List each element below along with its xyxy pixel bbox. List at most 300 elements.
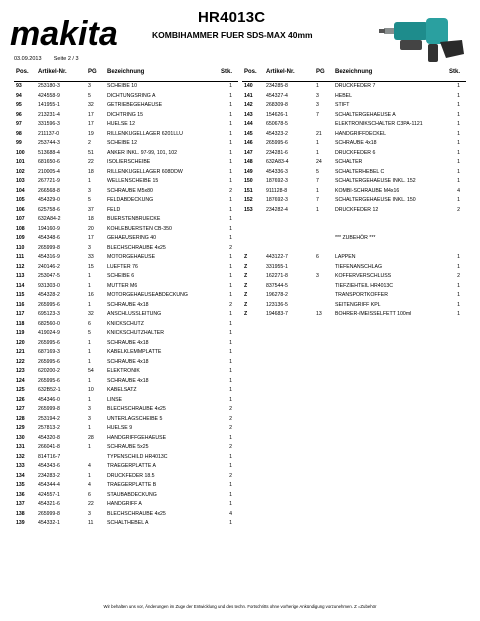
table-row	[14, 386, 238, 396]
cell-description: TIEFZIEHTEIL HR4013C	[335, 282, 394, 289]
cell-article-number: 454336-3	[266, 168, 288, 175]
cell-pos: 123	[16, 368, 25, 374]
cell-description: TRANSPORTKOFFER	[335, 292, 388, 298]
table-row	[14, 111, 238, 121]
cell-pos: Z	[244, 292, 248, 298]
table-row	[242, 253, 466, 263]
table-row	[14, 101, 238, 111]
cell-quantity: 1	[457, 311, 460, 317]
header-bez: Bezeichnung	[107, 69, 145, 75]
parts-column-left	[14, 69, 238, 529]
cell-description: SCHEIBE 6	[107, 273, 135, 279]
cell-pos: 107	[16, 216, 25, 222]
cell-quantity: 2	[229, 187, 232, 194]
cell-description: DRUCKFEDER 18.5	[107, 472, 155, 479]
cell-pos: 127	[16, 406, 25, 412]
cell-pos: 153	[244, 206, 253, 213]
cell-pos: Z	[244, 273, 248, 279]
cell-pos: Z	[244, 301, 248, 308]
cell-quantity: 1	[229, 339, 232, 346]
table-row	[242, 310, 466, 320]
cell-description: ANKER INKL. 97-99, 101, 102	[107, 149, 178, 156]
cell-pg: 4	[88, 463, 91, 469]
cell-article-number: 253744-3	[38, 140, 60, 146]
cell-quantity: 1	[229, 121, 232, 127]
cell-pos: 129	[16, 425, 25, 431]
cell-pos: Z	[244, 282, 248, 289]
cell-quantity: 1	[229, 501, 232, 507]
cell-pg: 3	[316, 92, 319, 99]
cell-article-number: 234281-6	[266, 149, 288, 156]
table-row	[242, 272, 466, 282]
cell-quantity: 1	[457, 301, 460, 308]
hammer-drill-icon	[378, 6, 468, 68]
cell-quantity: 1	[229, 377, 232, 384]
table-row	[14, 434, 238, 444]
cell-pos: 99	[16, 140, 22, 146]
table-row	[242, 82, 466, 92]
cell-pg: 1	[88, 301, 91, 308]
cell-description: MUTTER M6	[107, 282, 138, 289]
table-row	[242, 158, 466, 168]
cell-pos: 139	[16, 520, 25, 526]
cell-pos: 101	[16, 159, 25, 165]
column-header	[14, 69, 238, 81]
table-row	[242, 187, 466, 197]
table-row	[14, 405, 238, 415]
table-row	[242, 301, 466, 311]
print-date: 03.09.2013	[14, 56, 42, 62]
header-pg: PG	[316, 69, 325, 75]
cell-quantity: 1	[229, 168, 232, 175]
cell-pos: 111	[16, 254, 25, 260]
cell-pos: 118	[16, 320, 25, 327]
cell-article-number: 331596-3	[38, 121, 60, 127]
cell-description: BLECHSCHRAUBE 4x25	[107, 406, 166, 412]
cell-quantity: 1	[229, 387, 232, 393]
cell-article-number: 632B52-1	[38, 387, 61, 393]
cell-quantity: 1	[229, 216, 232, 222]
table-row	[14, 481, 238, 491]
cell-pg: 1	[88, 339, 91, 346]
table-row	[14, 187, 238, 197]
cell-description: RILLENKUGELLAGER 608DDW	[107, 168, 183, 175]
cell-pg: 33	[88, 254, 94, 260]
cell-pos: 100	[16, 149, 25, 156]
cell-pg: 2	[88, 140, 91, 146]
cell-pg: 1	[316, 140, 319, 146]
cell-pg: 3	[88, 83, 91, 89]
cell-article-number: 187692-3	[266, 197, 288, 203]
cell-pg: 20	[88, 225, 94, 232]
cell-description: SCHALTER	[335, 159, 363, 165]
table-row	[14, 130, 238, 140]
cell-pos: 133	[16, 463, 25, 469]
cell-quantity: 1	[229, 92, 232, 99]
cell-quantity: 2	[229, 425, 232, 431]
cell-article-number: 454316-9	[38, 254, 60, 260]
cell-description: SCHALTERHEBEL C	[335, 168, 385, 175]
cell-pg: 5	[316, 168, 319, 175]
table-row	[14, 206, 238, 216]
cell-article-number: 687169-3	[38, 349, 60, 355]
cell-pos: 112	[16, 263, 25, 270]
cell-quantity: 1	[229, 491, 232, 498]
cell-description: DICHTRING 15	[107, 111, 144, 118]
cell-pg: 54	[88, 368, 94, 374]
cell-description: KABELKLEMMPLATTE	[107, 349, 162, 355]
cell-article-number: 265995-6	[38, 339, 60, 346]
table-row	[14, 168, 238, 178]
table-row	[14, 329, 238, 339]
cell-article-number: 454332-1	[38, 520, 60, 526]
cell-quantity: 1	[229, 235, 232, 241]
cell-pg: 3	[88, 415, 91, 422]
cell-pg: 5	[88, 330, 91, 336]
cell-pg: 6	[316, 254, 319, 260]
cell-quantity: 4	[457, 187, 460, 194]
cell-pos: 131	[16, 444, 25, 450]
table-row	[242, 206, 466, 216]
cell-pos: 119	[16, 330, 25, 336]
cell-description: KOHLEBUERSTEN CB-350	[107, 225, 172, 232]
cell-pg: 1	[88, 472, 91, 479]
cell-quantity: 1	[457, 130, 460, 137]
table-row	[242, 120, 466, 130]
cell-pos: 116	[16, 301, 25, 308]
cell-article-number: 265999-8	[38, 510, 60, 517]
cell-pg: 51	[88, 149, 94, 156]
cell-pos: 93	[16, 83, 22, 89]
table-row	[242, 111, 466, 121]
cell-description: KNICKSCHUTZHALTER	[107, 330, 164, 336]
cell-pos: 122	[16, 358, 25, 365]
cell-article-number: 253180-3	[38, 83, 60, 89]
cell-article-number: 265995-6	[266, 140, 288, 146]
header-stk: Stk.	[448, 69, 460, 75]
cell-pos: 106	[16, 206, 25, 213]
cell-pos: 142	[244, 102, 253, 108]
cell-pg: 22	[88, 501, 94, 507]
cell-description: KNICKSCHUTZ	[107, 320, 144, 327]
cell-quantity: 2	[457, 273, 460, 279]
cell-pg: 3	[316, 273, 319, 279]
cell-article-number: 454343-6	[38, 463, 60, 469]
cell-pos: 94	[16, 92, 22, 99]
cell-pg: 18	[88, 216, 94, 222]
cell-article-number: 632A84-2	[38, 216, 61, 222]
cell-description: TIEFENANSCHLAG	[335, 263, 382, 270]
cell-quantity: 2	[229, 472, 232, 479]
cell-article-number: 931303-0	[38, 282, 60, 289]
date-page-line	[14, 56, 79, 62]
header-art: Artikel-Nr.	[266, 69, 295, 75]
cell-quantity: 1	[229, 320, 232, 327]
table-row	[242, 234, 466, 244]
table-row	[14, 424, 238, 434]
cell-article-number: 154626-1	[266, 111, 288, 118]
cell-pg: 6	[88, 320, 91, 327]
cell-pos: 124	[16, 377, 25, 384]
cell-pos: 144	[244, 121, 253, 127]
cell-description: BUERSTENBRUECKE	[107, 216, 161, 222]
cell-description: TRAEGERPLATTE A	[107, 463, 156, 469]
cell-article-number: 267721-9	[38, 178, 60, 184]
table-row	[14, 310, 238, 320]
cell-pg: 1	[88, 178, 91, 184]
cell-article-number: 265995-6	[38, 377, 60, 384]
cell-description: SCHRAUBE 5x25	[107, 444, 149, 450]
cell-pos: 97	[16, 121, 22, 127]
cell-description: FELD	[107, 206, 121, 213]
cell-article-number: 625758-6	[38, 206, 60, 213]
cell-description: KOMBI-SCHRAUBE M4x16	[335, 187, 400, 194]
cell-quantity: 1	[229, 282, 232, 289]
table-row	[14, 453, 238, 463]
cell-pg: 24	[316, 159, 322, 165]
cell-article-number: 240146-2	[38, 263, 60, 270]
cell-pg: 11	[88, 520, 94, 526]
cell-pos: 96	[16, 111, 22, 118]
cell-description: DICHTUNGSRING A	[107, 92, 156, 99]
table-row	[242, 263, 466, 273]
header-bez: Bezeichnung	[335, 69, 373, 75]
cell-pos: 140	[244, 83, 253, 89]
cell-description: HANDGRIFFDECKEL	[335, 130, 387, 137]
cell-article-number: 331955-1	[266, 263, 288, 270]
cell-description: GETRIEBEGEHAEUSE	[107, 102, 163, 108]
cell-pos: 126	[16, 396, 25, 403]
cell-pos: 134	[16, 472, 25, 479]
cell-pos: 108	[16, 225, 25, 232]
cell-quantity: 1	[457, 254, 460, 260]
cell-quantity: 2	[457, 206, 460, 213]
cell-pos: 128	[16, 415, 25, 422]
document-subtitle: KOMBIHAMMER FUER SDS-MAX 40mm	[152, 30, 313, 40]
table-row	[14, 215, 238, 225]
cell-article-number: 211137-0	[38, 130, 60, 137]
cell-description: ELEKTRONIKSCHALTER C3PA-1121	[335, 121, 423, 127]
cell-pos: 130	[16, 434, 25, 441]
cell-article-number: 210005-4	[38, 168, 60, 175]
cell-article-number: 187692-3	[266, 178, 288, 184]
table-row	[14, 491, 238, 501]
cell-pg: 1	[88, 282, 91, 289]
header-stk: Stk.	[220, 69, 232, 75]
cell-description: BOHRER-/MEISSELFETT 100ml	[335, 311, 412, 317]
cell-description: STIFT	[335, 102, 350, 108]
cell-article-number: 265999-8	[38, 406, 60, 412]
cell-description: SCHRAUBE M5x80	[107, 187, 153, 194]
cell-quantity: 1	[229, 311, 232, 317]
cell-description: TYPENSCHILD HR4013C	[107, 453, 168, 460]
cell-pg: 32	[88, 311, 94, 317]
table-row	[242, 130, 466, 140]
cell-description: DRUCKFEDER 7	[335, 83, 376, 89]
cell-pg: 7	[316, 111, 319, 118]
cell-article-number: 911128-8	[266, 187, 288, 194]
cell-description: SCHRAUBE 4x18	[107, 339, 149, 346]
table-row	[14, 500, 238, 510]
cell-pos: 146	[244, 140, 253, 146]
cell-pg: 22	[88, 159, 94, 165]
cell-pos: 151	[244, 187, 253, 194]
cell-article-number: 213231-4	[38, 111, 60, 118]
cell-article-number: 454329-0	[38, 197, 60, 203]
cell-pos: 120	[16, 339, 25, 346]
cell-pos: 105	[16, 197, 25, 203]
cell-description: SCHRAUBE 4x18	[107, 377, 149, 384]
cell-pg: 15	[88, 263, 94, 270]
cell-article-number: 253194-2	[38, 415, 60, 422]
table-row	[242, 282, 466, 292]
cell-article-number: 454327-4	[266, 92, 288, 99]
cell-quantity: 1	[229, 225, 232, 232]
table-row	[14, 367, 238, 377]
cell-description: TRAEGERPLATTE B	[107, 482, 157, 488]
cell-pg: 3	[316, 102, 319, 108]
cell-article-number: 194160-9	[38, 225, 60, 232]
table-row	[14, 348, 238, 358]
cell-pos: 95	[16, 102, 22, 108]
cell-pg: 19	[88, 130, 94, 137]
cell-description: ELEKTRONIK	[107, 368, 140, 374]
cell-pos: 114	[16, 282, 25, 289]
cell-article-number: 650678-5	[266, 121, 288, 127]
cell-pos: 110	[16, 244, 25, 251]
table-row	[14, 92, 238, 102]
cell-pg: 37	[88, 206, 94, 213]
cell-quantity: 1	[457, 102, 460, 108]
cell-article-number: 814T16-7	[38, 453, 61, 460]
cell-article-number: 265999-8	[38, 244, 60, 251]
table-row	[14, 510, 238, 520]
cell-pg: 1	[316, 83, 319, 89]
cell-description: HANDGRIFF A	[107, 501, 142, 507]
cell-pos: 136	[16, 491, 25, 498]
cell-quantity: 1	[229, 463, 232, 469]
cell-article-number: 454328-2	[38, 292, 60, 298]
cell-description: MOTORGEHAEUSE	[107, 254, 156, 260]
cell-article-number: 266041-8	[38, 444, 60, 450]
table-row	[14, 234, 238, 244]
cell-pg: 18	[88, 168, 94, 175]
cell-pg: 5	[88, 92, 91, 99]
cell-quantity: 1	[457, 178, 460, 184]
table-row	[14, 82, 238, 92]
cell-pos: 121	[16, 349, 25, 355]
cell-pos: 137	[16, 501, 25, 507]
table-row	[14, 244, 238, 254]
table-row	[242, 101, 466, 111]
table-row	[14, 415, 238, 425]
cell-pg: 17	[88, 111, 94, 118]
cell-article-number: 257813-2	[38, 425, 60, 431]
cell-quantity: 1	[457, 197, 460, 203]
cell-article-number: 141955-1	[38, 102, 60, 108]
table-row	[242, 291, 466, 301]
cell-quantity: 1	[229, 520, 232, 526]
cell-description: SCHEIBE 12	[107, 140, 137, 146]
cell-quantity: 4	[229, 510, 232, 517]
cell-quantity: 1	[229, 197, 232, 203]
cell-article-number: 454320-8	[38, 434, 60, 441]
table-row	[14, 358, 238, 368]
cell-article-number: 419024-9	[38, 330, 60, 336]
cell-pos: Z	[244, 311, 248, 317]
cell-pos: Z	[244, 263, 248, 270]
cell-pos: 115	[16, 292, 25, 298]
cell-article-number: 695123-3	[38, 311, 60, 317]
cell-pg: 1	[88, 425, 91, 431]
cell-description: ANSCHLUSSLEITUNG	[107, 311, 162, 317]
cell-article-number: 424557-1	[38, 491, 60, 498]
cell-pg: 1	[88, 358, 91, 365]
cell-pg: 1	[88, 396, 91, 403]
cell-description: MOTORGEHAEUSEABDECKUNG	[107, 292, 188, 298]
cell-pos: 138	[16, 510, 25, 517]
cell-description: LAPPEN	[335, 254, 356, 260]
cell-pg: 21	[316, 130, 322, 137]
cell-pg: 7	[316, 197, 319, 203]
footer-note: Wir behalten uns vor, Änderungen im Zuge der Entwicklung und des techn. Fortschritts ohne vorherige Ankündigung vorzunehmen. Z =Zubehör	[103, 604, 377, 609]
cell-quantity: 1	[457, 282, 460, 289]
parts-column-right	[242, 69, 466, 320]
page-indicator: Seite 2 / 3	[53, 56, 79, 62]
cell-quantity: 2	[229, 244, 232, 251]
cell-pos: 102	[16, 168, 25, 175]
cell-quantity: 1	[229, 396, 232, 403]
table-row	[14, 396, 238, 406]
table-row	[14, 443, 238, 453]
cell-pos: 103	[16, 178, 25, 184]
table-row	[14, 177, 238, 187]
table-row	[242, 168, 466, 178]
cell-pos: 125	[16, 387, 25, 393]
cell-pos: 148	[244, 159, 253, 165]
cell-description: SCHALTERGEHAEUSE INKL. 152	[335, 178, 416, 184]
cell-article-number: 454348-6	[38, 235, 60, 241]
cell-article-number: 162271-8	[266, 273, 288, 279]
cell-quantity: 1	[229, 358, 232, 365]
table-row	[14, 320, 238, 330]
cell-description: KABELSATZ	[107, 387, 137, 393]
cell-quantity: 1	[457, 83, 460, 89]
cell-description: SCHRAUBE 4x18	[107, 301, 149, 308]
cell-pos: 152	[244, 197, 253, 203]
cell-article-number: 253047-5	[38, 273, 60, 279]
cell-pg: 16	[88, 292, 94, 298]
table-row	[14, 139, 238, 149]
cell-description: HANDGRIFFGEHAEUSE	[107, 434, 167, 441]
cell-article-number: 196278-2	[266, 292, 288, 298]
cell-description: DRUCKFEDER 12	[335, 206, 379, 213]
makita-logo	[8, 14, 168, 54]
cell-quantity: 2	[229, 444, 232, 450]
cell-description: *** ZUBEHÖR ***	[335, 235, 376, 241]
cell-description: LINSE	[107, 396, 122, 403]
cell-quantity: 1	[457, 168, 460, 175]
cell-quantity: 1	[457, 121, 460, 127]
cell-article-number: 454346-0	[38, 396, 60, 403]
table-row	[14, 149, 238, 159]
cell-pos: 145	[244, 130, 253, 137]
cell-pg: 3	[88, 510, 91, 517]
cell-pg: 13	[316, 311, 322, 317]
cell-description: HUELSE 9	[107, 425, 133, 431]
cell-quantity: 1	[229, 206, 232, 213]
cell-pg: 28	[88, 434, 94, 441]
